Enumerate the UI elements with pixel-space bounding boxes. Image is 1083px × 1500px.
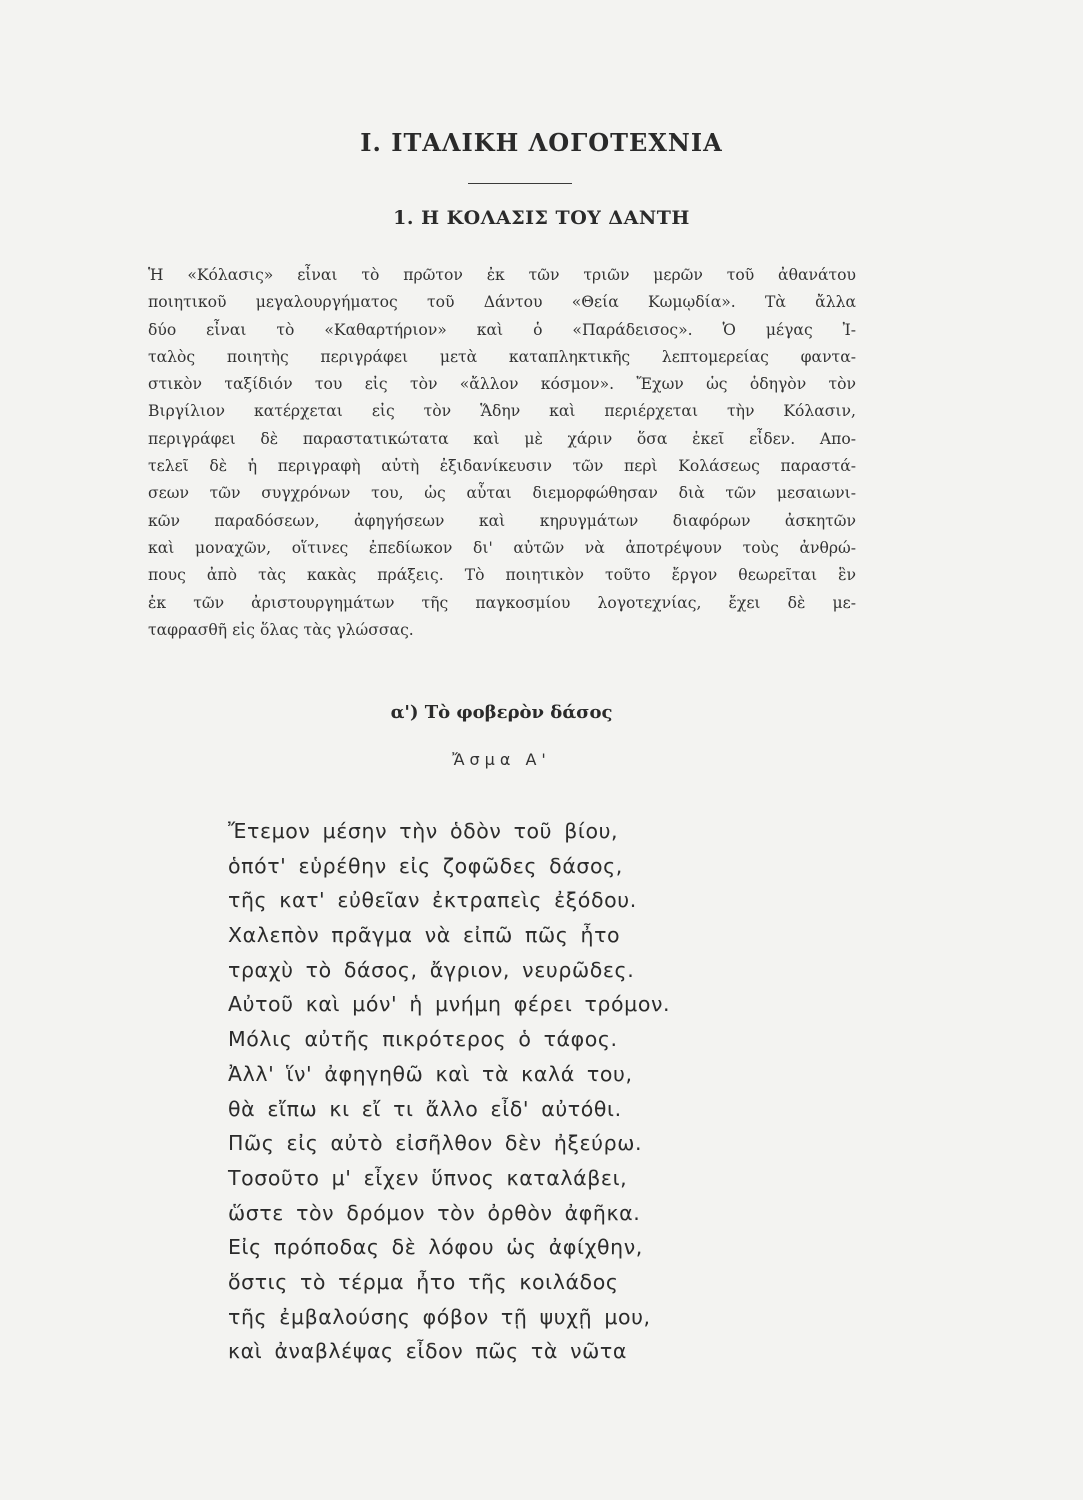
poem-subtitle: α') Τὸ φοβερὸν δάσος bbox=[390, 702, 613, 723]
intro-line: Βιργίλιον κατέρχεται εἰς τὸν Ἅδην καὶ περιέρχεται τὴν Κόλασιν, bbox=[148, 402, 856, 421]
title-divider bbox=[468, 183, 572, 184]
verse-line: Εἰς πρόποδας δὲ λόφου ὡς ἀφίχθην, bbox=[228, 1235, 643, 1260]
verse-line: Ἀλλ' ἵν' ἀφηγηθῶ καὶ τὰ καλά του, bbox=[228, 1061, 633, 1086]
intro-line: δύο εἶναι τὸ «Καθαρτήριον» καὶ ὁ «Παράδεισος». Ὁ μέγας Ἰ- bbox=[148, 320, 856, 339]
intro-line: ποιητικοῦ μεγαλουργήματος τοῦ Δάντου «Θεία Κωμῳδία». Τὰ ἄλλα bbox=[148, 293, 856, 312]
intro-line: στικὸν ταξίδιόν του εἰς τὸν «ἄλλον κόσμον». Ἔχων ὡς ὁδηγὸν τὸν bbox=[148, 375, 856, 394]
verse-line: Πῶς εἰς αὐτὸ εἰσῆλθον δὲν ἠξεύρω. bbox=[228, 1131, 643, 1156]
verse-line: θὰ εἴπω κι εἴ τι ἄλλο εἶδ' αὐτόθι. bbox=[228, 1096, 622, 1121]
verse-line: τῆς κατ' εὐθεῖαν ἐκτραπεὶς ἐξόδου. bbox=[228, 888, 637, 913]
intro-line: Ἡ «Κόλασις» εἶναι τὸ πρῶτον ἐκ τῶν τριῶν μερῶν τοῦ ἀθανάτου bbox=[148, 266, 856, 284]
verse-line: τῆς ἐμβαλούσης φόβον τῇ ψυχῇ μου, bbox=[228, 1304, 651, 1329]
verse-line: ὁπότ' εὑρέθην εἰς ζοφῶδες δάσος, bbox=[228, 853, 623, 878]
verse-line: Χαλεπὸν πρᾶγμα νὰ εἰπῶ πῶς ἦτο bbox=[228, 923, 621, 948]
chapter-title: I. ΙΤΑΛΙΚΗ ΛΟΓΟΤΕΧΝΙΑ bbox=[360, 128, 723, 157]
verse-line: καὶ ἀναβλέψας εἶδον πῶς τὰ νῶτα bbox=[228, 1339, 627, 1364]
canto-heading: Ἄσμα Α' bbox=[452, 750, 551, 769]
verse-line: ὥστε τὸν δρόμον τὸν ὀρθὸν ἀφῆκα. bbox=[228, 1200, 641, 1225]
intro-line: πους ἀπὸ τὰς κακὰς πράξεις. Τὸ ποιητικὸν τοῦτο ἔργον θεωρεῖται ἓν bbox=[148, 566, 856, 585]
intro-paragraph bbox=[148, 262, 856, 644]
verse-line: Ἔτεμον μέσην τὴν ὁδὸν τοῦ βίου, bbox=[228, 819, 619, 843]
intro-line: ταλὸς ποιητὴς περιγράφει μετὰ καταπληκτικῆς λεπτομερείας φαντα- bbox=[148, 347, 856, 366]
intro-line: τελεῖ δὲ ἡ περιγραφὴ αὐτὴ ἐξιδανίκευσιν τῶν περὶ Κολάσεως παραστά- bbox=[148, 457, 856, 476]
verse-line: Αὐτοῦ καὶ μόν' ἡ μνήμη φέρει τρόμον. bbox=[228, 992, 671, 1017]
verse-line: τραχὺ τὸ δάσος, ἄγριον, νευρῶδες. bbox=[228, 957, 635, 982]
verse-line: Μόλις αὐτῆς πικρότερος ὁ τάφος. bbox=[228, 1027, 618, 1052]
verse-line: Τοσοῦτο μ' εἶχεν ὕπνος καταλάβει, bbox=[228, 1165, 628, 1190]
intro-line: περιγράφει δὲ παραστατικώτατα καὶ μὲ χάριν ὅσα ἐκεῖ εἶδεν. Απο- bbox=[148, 429, 856, 448]
section-title: 1. Η ΚΟΛΑΣΙΣ ΤΟΥ ΔΑΝΤΗ bbox=[393, 207, 690, 229]
verse-line: ὅστις τὸ τέρμα ἦτο τῆς κοιλάδος bbox=[228, 1269, 619, 1294]
intro-line: σεων τῶν συγχρόνων του, ὡς αὗται διεμορφώθησαν διὰ τῶν μεσαιωνι- bbox=[148, 484, 856, 503]
poem-verses bbox=[228, 814, 670, 1369]
intro-line: κῶν παραδόσεων, ἀφηγήσεων καὶ κηρυγμάτων διαφόρων ἀσκητῶν bbox=[148, 511, 856, 530]
intro-line: ταφρασθῆ εἰς ὅλας τὰς γλώσσας. bbox=[148, 620, 414, 639]
intro-line: καὶ μοναχῶν, οἵτινες ἐπεδίωκον δι' αὐτῶν νὰ ἀποτρέψουν τοὺς ἀνθρώ- bbox=[148, 538, 856, 557]
intro-line: ἐκ τῶν ἀριστουργημάτων τῆς παγκοσμίου λογοτεχνίας, ἔχει δὲ με- bbox=[148, 593, 856, 612]
